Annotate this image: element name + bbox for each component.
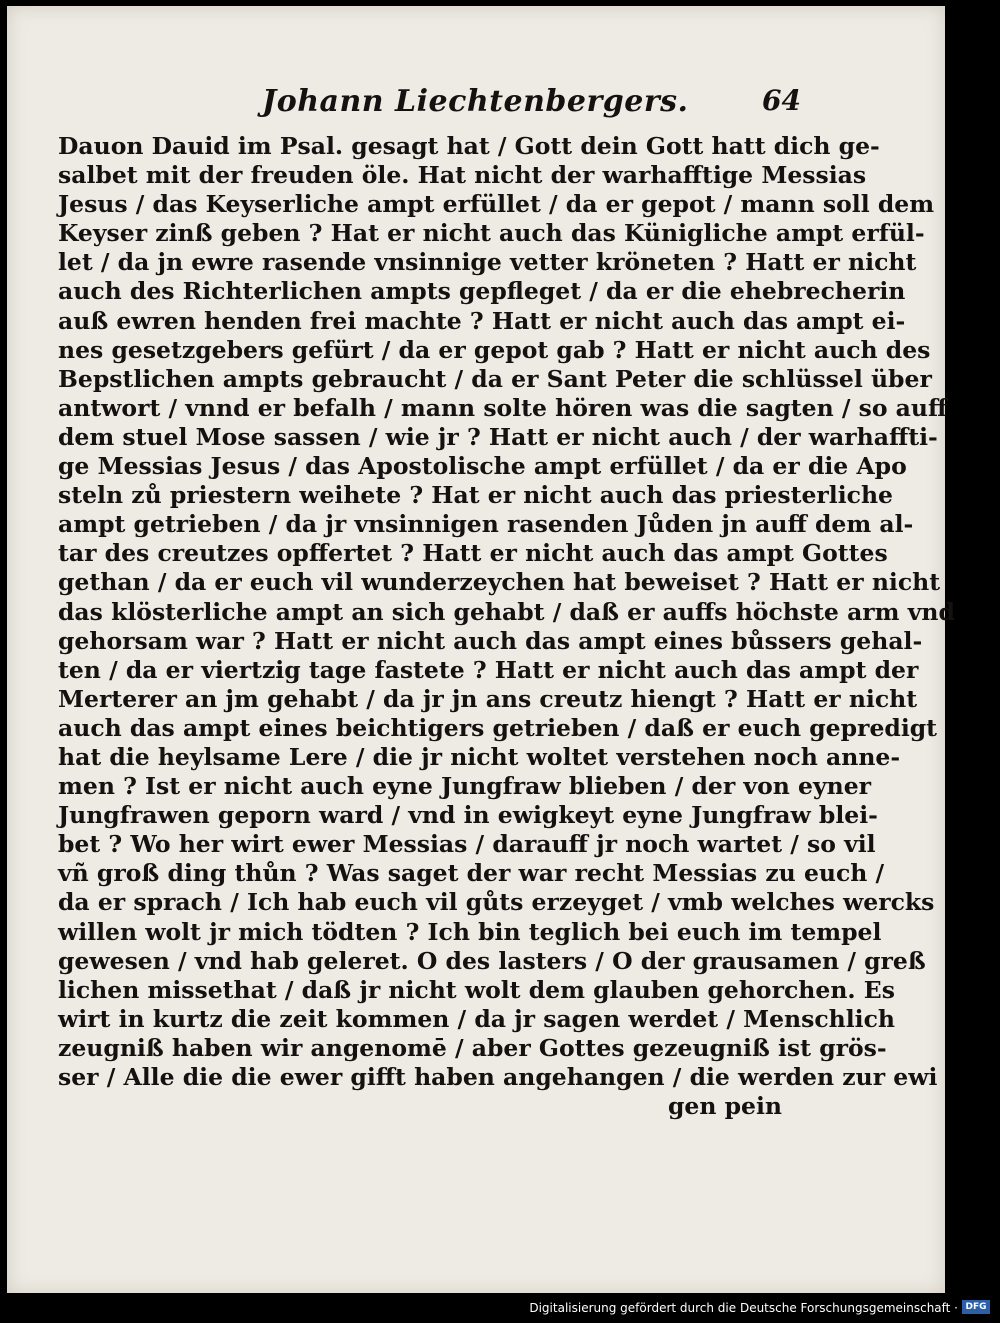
text-line: gehorsam war ? Hatt er nicht auch das ampt eines bůssers gehal- <box>58 626 923 655</box>
running-title: Johann Liechtenbergers. <box>262 84 689 119</box>
text-line: Merterer an jm gehabt / da jr jn ans creutz hiengt ? Hatt er nicht <box>58 684 918 713</box>
text-line: let / da jn ewre rasende vnsinnige vetter kröneten ? Hatt er nicht <box>58 248 917 277</box>
text-line: gen pein <box>667 1092 782 1121</box>
text-line: lichen missethat / daß jr nicht wolt dem glauben gehorchen. Es <box>58 975 895 1004</box>
text-line: da er sprach / Ich hab euch vil gůts erzeyget / vmb welches wercks <box>58 888 935 917</box>
scanned-page <box>7 6 955 1294</box>
text-line: ten / da er viertzig tage fastete ? Hatt er nicht auch das ampt der <box>58 655 919 684</box>
dfg-logo-icon: DFG <box>962 1300 990 1314</box>
text-line: ge Messias Jesus / das Apostolische ampt erfüllet / da er die Apo <box>58 452 907 481</box>
text-line: willen wolt jr mich tödten ? Ich bin teglich bei euch im tempel <box>58 917 882 946</box>
text-line: ser / Alle die die ewer gifft haben angehangen / die werden zur ewi <box>58 1063 938 1091</box>
footer-bar <box>0 1293 1000 1323</box>
text-line: auß ewren henden frei machte ? Hatt er nicht auch das ampt ei- <box>58 306 906 335</box>
text-line: auch das ampt eines beichtigers getrieben / daß er euch gepredigt <box>58 713 938 742</box>
text-line: salbet mit der freuden öle. Hat nicht der warhafftige Messias <box>58 161 867 190</box>
page-number: 64 <box>762 84 801 117</box>
text-line: gewesen / vnd hab geleret. O des lasters / O der grausamen / greß <box>58 946 926 975</box>
text-line: dem stuel Mose sassen / wie jr ? Hatt er nicht auch / der warhaffti- <box>58 422 938 451</box>
text-line: Jungfrawen geporn ward / vnd in ewigkeyt eyne Jungfraw blei- <box>58 801 878 830</box>
text-line: gethan / da er euch vil wunderzeychen hat beweiset ? Hatt er nicht <box>58 568 941 597</box>
text-line: auch des Richterlichen ampts gepfleget / da er die ehebrecherin <box>58 277 906 306</box>
body-text <box>58 132 955 1121</box>
footer-credit: Digitalisierung gefördert durch die Deutsche Forschungsgemeinschaft · <box>529 1301 958 1315</box>
text-line: nes gesetzgebers gefürt / da er gepot gab ? Hatt er nicht auch des <box>58 335 931 364</box>
text-line: hat die heylsame Lere / die jr nicht woltet verstehen noch anne- <box>58 742 901 771</box>
text-line: vñ groß ding thůn ? Was saget der war recht Messias zu euch / <box>58 859 885 888</box>
text-line: das klösterliche ampt an sich gehabt / daß er auffs höchste arm vnd <box>58 597 955 626</box>
text-line: zeugniß haben wir angenomē / aber Gottes gezeugniß ist grös- <box>58 1033 887 1062</box>
text-line: men ? Ist er nicht auch eyne Jungfraw blieben / der von eyner <box>58 772 872 801</box>
text-line: bet ? Wo her wirt ewer Messias / darauff jr noch wartet / so vil <box>58 830 876 859</box>
text-line: wirt in kurtz die zeit kommen / da jr sagen werdet / Menschlich <box>58 1004 896 1033</box>
text-line: Jesus / das Keyserliche ampt erfüllet / da er gepot / mann soll dem <box>58 190 935 219</box>
text-line: steln zů priestern weihete ? Hat er nicht auch das priesterliche <box>58 481 893 510</box>
text-line: Keyser zinß geben ? Hat er nicht auch das Künigliche ampt erfül- <box>58 219 925 248</box>
text-line: ampt getrieben / da jr vnsinnigen rasenden Jůden jn auff dem al- <box>58 510 914 539</box>
text-line: Dauon Dauid im Psal. gesagt hat / Gott dein Gott hatt dich ge- <box>58 132 880 160</box>
text-line: antwort / vnnd er befalh / mann solte hören was die sagten / so auff <box>58 393 948 422</box>
text-line: tar des creutzes opffertet ? Hatt er nicht auch das ampt Gottes <box>58 539 888 568</box>
text-line: Bepstlichen ampts gebraucht / da er Sant Peter die schlüssel über <box>58 364 932 393</box>
